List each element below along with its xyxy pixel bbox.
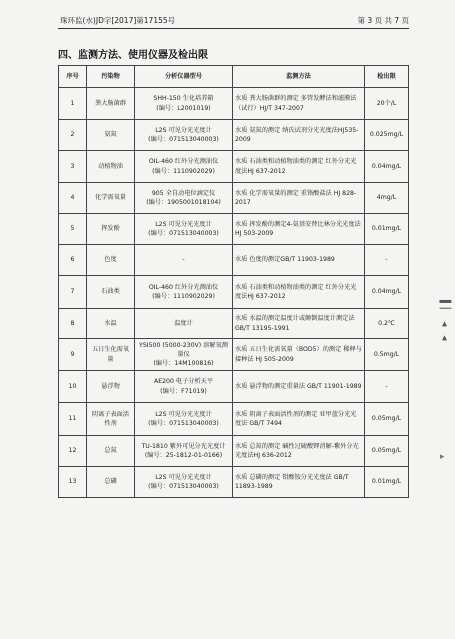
cell-pollutant: 石油类: [87, 276, 135, 309]
cell-limit: 0.01mg/L: [365, 467, 409, 498]
cell-method: 水质 色度的测定GB/T 11903-1989: [233, 245, 365, 276]
cell-limit: 0.025mg/L: [365, 120, 409, 151]
cell-instrument: L2S 可见分光光度计 (编号：071513040003): [135, 403, 233, 436]
cell-number: 7: [59, 276, 87, 309]
cell-pollutant: 悬浮物: [87, 371, 135, 403]
report-number: 珠环监(水)JD字[2017]第17155号: [60, 16, 176, 25]
cell-limit: 0.04mg/L: [365, 151, 409, 183]
cell-instrument: AE200 电子分析天平 (编号：F71019): [135, 371, 233, 403]
table-header-row: [59, 66, 409, 88]
cell-limit: 0.05mg/L: [365, 436, 409, 467]
cell-number: 5: [59, 214, 87, 245]
cell-limit: 0.05mg/L: [365, 403, 409, 436]
table-row: [59, 245, 409, 276]
section-title: 四、监测方法、使用仪器及检出限: [58, 50, 208, 61]
cell-number: 8: [59, 309, 87, 339]
table-row: [59, 467, 409, 498]
table-row: [59, 309, 409, 339]
table-row: [59, 276, 409, 309]
margin-tick-mark: ▸: [440, 452, 445, 462]
table-row: [59, 88, 409, 120]
cell-pollutant: 粪大肠菌群: [87, 88, 135, 120]
cell-instrument: 温度计: [135, 309, 233, 339]
cell-instrument: TU-1810 紫外可见分光光度计 (编号：25-1812-01-0166): [135, 436, 233, 467]
cell-pollutant: 色度: [87, 245, 135, 276]
cell-method: 水质 氨氮的测定 纳氏试剂分光光度法HJ535-2009: [233, 120, 365, 151]
cell-method: 水质 粪大肠菌群的测定 多管发酵法和滤膜法（试行）HJ/T 347-2007: [233, 88, 365, 120]
cell-instrument: YSI500 (5000-230V) 溶解氧测量仪 (编号：14M100816): [135, 339, 233, 371]
col-header-instrument: 分析仪器型号: [135, 66, 233, 88]
cell-pollutant: 总氮: [87, 436, 135, 467]
cell-instrument: -: [135, 245, 233, 276]
cell-pollutant: 阴离子表面活性剂: [87, 403, 135, 436]
cell-limit: 0.5mg/L: [365, 339, 409, 371]
table-body: [59, 88, 409, 498]
cell-number: 3: [59, 151, 87, 183]
cell-limit: 20个/L: [365, 88, 409, 120]
col-header-limit: 检出限: [365, 66, 409, 88]
table-row: [59, 371, 409, 403]
cell-number: 11: [59, 403, 87, 436]
header-rule: [58, 28, 409, 29]
cell-method: 水质 石油类和动植物油类的测定 红外分光光度法HJ 637-2012: [233, 151, 365, 183]
table-row: [59, 183, 409, 214]
cell-pollutant: 总磷: [87, 467, 135, 498]
cell-instrument: L2S 可见分光光度计 (编号：071513040003): [135, 120, 233, 151]
cell-number: 13: [59, 467, 87, 498]
cell-method: 水质 化学需氧量的测定 重铬酸盐法 HJ 828-2017: [233, 183, 365, 214]
table-row: [59, 436, 409, 467]
cell-method: 水质 挥发酚的测定4-氨基安替比林分光光度法HJ 503-2009: [233, 214, 365, 245]
cell-method: 水质 阴离子表面活性剂的测定 亚甲蓝分光光度法 GB/T 7494: [233, 403, 365, 436]
table-row: [59, 120, 409, 151]
col-header-method: 监测方法: [233, 66, 365, 88]
cell-number: 2: [59, 120, 87, 151]
cell-method: 水质 五日生化需氧量（BOD5）的测定 稀释与接种法 HJ 505-2009: [233, 339, 365, 371]
cell-limit: 4mg/L: [365, 183, 409, 214]
cell-pollutant: 五日生化需氧量: [87, 339, 135, 371]
cell-instrument: L2S 可见分光光度计 (编号：071513040003): [135, 467, 233, 498]
cell-limit: 0.04mg/L: [365, 276, 409, 309]
cell-method: 水质 总氮的测定 碱性过硫酸钾消解-紫外分光光度法HJ 636-2012: [233, 436, 365, 467]
method-table: [58, 65, 409, 498]
cell-pollutant: 化学需氧量: [87, 183, 135, 214]
cell-instrument: L2S 可见分光光度计 (编号：071513040003): [135, 214, 233, 245]
table-row: [59, 151, 409, 183]
cell-method: 水质 水温的测定温度计或颠倒温度计测定法GB/T 13195-1991: [233, 309, 365, 339]
col-header-pollutant: 污染物: [87, 66, 135, 88]
page-indicator: 第 3 页 共 7 页: [357, 16, 409, 25]
margin-stamp-mark: ▍▏ ▴ ▴: [439, 300, 450, 344]
table-row: [59, 214, 409, 245]
cell-method: 水质 石油类和动植物油类的测定 红外分光光度法HJ 637-2012: [233, 276, 365, 309]
cell-number: 4: [59, 183, 87, 214]
cell-instrument: OIL-460 红外分光测油仪 (编号：1110902029): [135, 276, 233, 309]
cell-pollutant: 挥发酚: [87, 214, 135, 245]
cell-method: 水质 总磷的测定 钼酸铵分光光度法 GB/T 11893-1989: [233, 467, 365, 498]
cell-pollutant: 水温: [87, 309, 135, 339]
cell-number: 9: [59, 339, 87, 371]
cell-instrument: OIL-460 红外分光测油仪 (编号：1110902029): [135, 151, 233, 183]
col-header-no: 序号: [59, 66, 87, 88]
cell-instrument: 905 全自动电位滴定仪 (编号：1905001018104): [135, 183, 233, 214]
cell-limit: 0.2℃: [365, 309, 409, 339]
cell-instrument: SHH-150 生化培养箱 (编号：L2001019): [135, 88, 233, 120]
cell-limit: -: [365, 245, 409, 276]
cell-limit: 0.01mg/L: [365, 214, 409, 245]
table-row: [59, 403, 409, 436]
cell-limit: -: [365, 371, 409, 403]
cell-number: 6: [59, 245, 87, 276]
cell-pollutant: 动植物油: [87, 151, 135, 183]
table-row: [59, 339, 409, 371]
cell-number: 12: [59, 436, 87, 467]
cell-pollutant: 氨氮: [87, 120, 135, 151]
cell-number: 10: [59, 371, 87, 403]
cell-number: 1: [59, 88, 87, 120]
cell-method: 水质 悬浮物的测定重量法 GB/T 11901-1989: [233, 371, 365, 403]
